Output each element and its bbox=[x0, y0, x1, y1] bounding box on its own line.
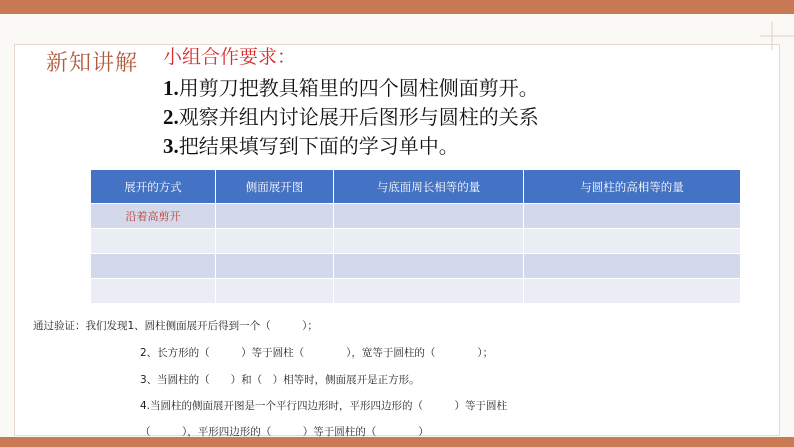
conclusion-line-2: 2、长方形的（ ）等于圆柱（ ），宽等于圆柱的（ ）； bbox=[140, 347, 494, 359]
table-cell[interactable]: 沿着高剪开 bbox=[91, 204, 216, 229]
column-header: 与圆柱的高相等的量 bbox=[524, 170, 741, 204]
requirement-number: 1. bbox=[163, 76, 179, 100]
table-cell[interactable] bbox=[216, 254, 334, 279]
table-cell[interactable] bbox=[524, 204, 741, 229]
table-row bbox=[91, 279, 741, 304]
table-cell[interactable] bbox=[216, 279, 334, 304]
requirement-text: 把结果填写到下面的学习单中。 bbox=[178, 134, 459, 158]
section-title: 新知讲解 bbox=[46, 51, 139, 76]
table-cell[interactable] bbox=[334, 204, 524, 229]
column-header: 与底面周长相等的量 bbox=[334, 170, 524, 204]
requirement-item-1 bbox=[163, 72, 539, 101]
table-cell[interactable] bbox=[334, 229, 524, 254]
requirement-item-3 bbox=[163, 130, 459, 159]
table-cell[interactable] bbox=[216, 229, 334, 254]
table-cell[interactable] bbox=[334, 279, 524, 304]
table-cell[interactable] bbox=[216, 204, 334, 229]
requirement-text: 观察并组内讨论展开后图形与圆柱的关系 bbox=[178, 105, 539, 129]
column-header: 侧面展开图 bbox=[216, 170, 334, 204]
column-header: 展开的方式 bbox=[91, 170, 216, 204]
table-cell[interactable] bbox=[524, 229, 741, 254]
top-band bbox=[0, 0, 794, 14]
study-sheet-table bbox=[90, 169, 741, 304]
table-row bbox=[91, 254, 741, 279]
table-row bbox=[91, 229, 741, 254]
table-cell[interactable] bbox=[91, 229, 216, 254]
requirement-item-2 bbox=[163, 101, 539, 130]
conclusion-line-1: 通过验证：我们发现1、圆柱侧面展开后得到一个（ ）； bbox=[33, 320, 318, 332]
conclusion-line-3: 3、当圆柱的（ ）和（ ）相等时，侧面展开是正方形。 bbox=[140, 374, 420, 386]
table-row bbox=[91, 204, 741, 229]
table-cell[interactable] bbox=[524, 279, 741, 304]
corner-decoration bbox=[724, 0, 794, 50]
table-cell[interactable] bbox=[334, 254, 524, 279]
requirements-title: 小组合作要求： bbox=[163, 46, 297, 68]
requirement-text: 用剪刀把教具箱里的四个圆柱侧面剪开。 bbox=[178, 76, 539, 100]
conclusion-line-5: （ ），平形四边形的（ ）等于圆柱的（ ） bbox=[140, 426, 429, 438]
requirement-number: 2. bbox=[163, 105, 179, 129]
table-header-row bbox=[91, 170, 741, 204]
table-cell[interactable] bbox=[524, 254, 741, 279]
requirement-number: 3. bbox=[163, 134, 179, 158]
table-cell[interactable] bbox=[91, 279, 216, 304]
conclusion-line-4: 4.当圆柱的侧面展开图是一个平行四边形时，平形四边形的（ ）等于圆柱 bbox=[140, 400, 508, 412]
table-cell[interactable] bbox=[91, 254, 216, 279]
